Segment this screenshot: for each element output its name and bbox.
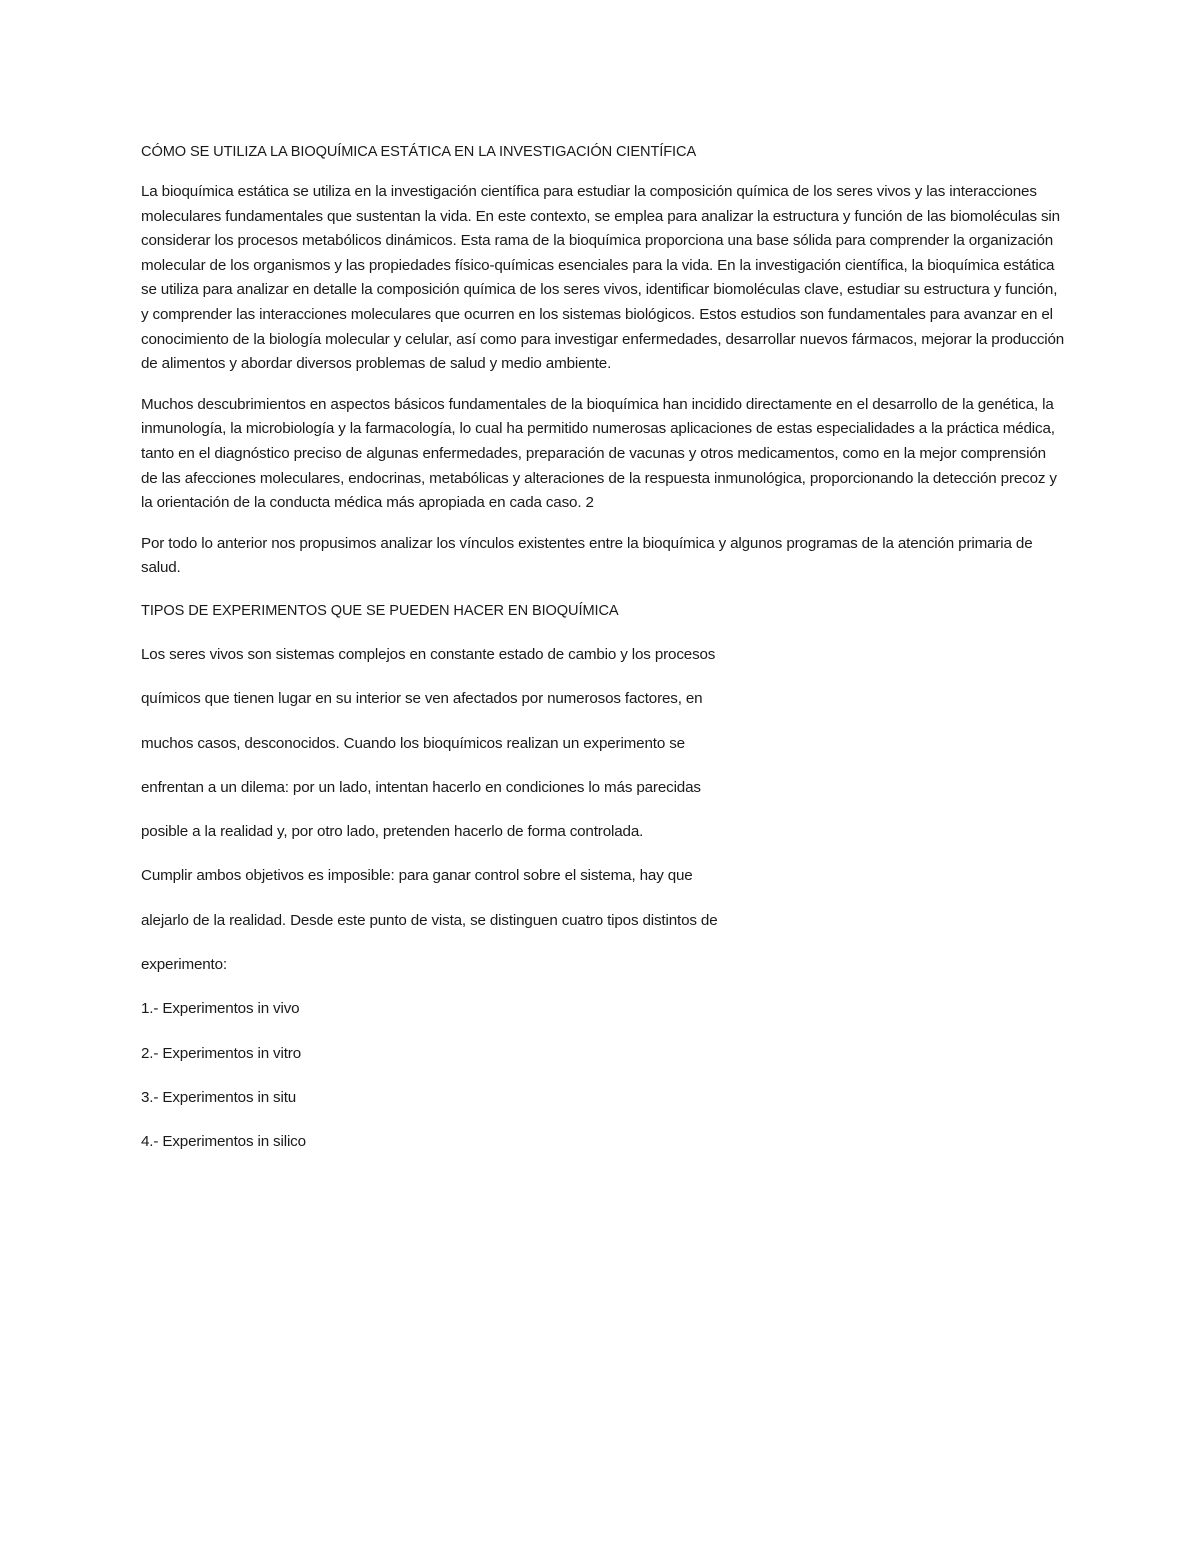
text-line: Cumplir ambos objetivos es imposible: para ganar control sobre el sistema, hay que: [141, 867, 693, 885]
text-line: químicos que tienen lugar en su interior se ven afectados por numerosos factores, en: [141, 690, 703, 708]
document-page: [141, 140, 1066, 1174]
list-item-in-vivo: 1.- Experimentos in vivo: [141, 1000, 300, 1018]
list-item-in-vitro: 2.- Experimentos in vitro: [141, 1044, 301, 1062]
text-line: experimento:: [141, 955, 227, 973]
text-line: alejarlo de la realidad. Desde este punto de vista, se distinguen cuatro tipos distintos de: [141, 911, 718, 929]
section-heading-static-biochemistry: CÓMO SE UTILIZA LA BIOQUÍMICA ESTÁTICA EN LA INVESTIGACIÓN CIENTÍFICA: [141, 144, 697, 160]
paragraph-purpose: Por todo lo anterior nos propusimos analizar los vínculos existentes entre la bioquímica y algunos programas de la atención primaria de salud.: [141, 534, 1033, 577]
list-item-in-silico: 4.- Experimentos in silico: [141, 1133, 306, 1151]
text-line: muchos casos, desconocidos. Cuando los bioquímicos realizan un experimento se: [141, 734, 685, 752]
text-line: posible a la realidad y, por otro lado, pretenden hacerlo de forma controlada.: [141, 823, 644, 841]
text-line: Los seres vivos son sistemas complejos en constante estado de cambio y los procesos: [141, 645, 716, 663]
list-item-in-situ: 3.- Experimentos in situ: [141, 1088, 297, 1106]
section-heading-experiment-types: TIPOS DE EXPERIMENTOS QUE SE PUEDEN HACER EN BIOQUÍMICA: [141, 602, 619, 619]
paragraph-discoveries: Muchos descubrimientos en aspectos básicos fundamentales de la bioquímica han incidido directamente en el desarrollo de la genética, la inmunología, la microbiología y la farmacología, lo cual ha permitido numerosas aplicaciones de estas especialidades a la práctica médica, tanto en el diagnóstico preciso de algunas enfermedades, preparación de vacunas y otros medicamentos, como en la mejor comprensión de las afecciones moleculares, endocrinas, metabólicas y alteraciones de la respuesta inmunológica, proporcionando la detección precoz y la orientación de la conducta médica más apropiada en cada caso. 2: [141, 395, 1057, 512]
text-line: enfrentan a un dilema: por un lado, intentan hacerlo en condiciones lo más parecidas: [141, 778, 701, 796]
paragraph-static-biochemistry: La bioquímica estática se utiliza en la investigación científica para estudiar la composición química de los seres vivos y las interacciones moleculares fundamentales que sustentan la vida. En este contexto, se emplea para analizar la estructura y función de las biomoléculas sin considerar los procesos metabólicos dinámicos. Esta rama de la bioquímica proporciona una base sólida para comprender la organización molecular de los organismos y las propiedades físico-químicas esenciales para la vida. En la investigación científica, la bioquímica estática se utiliza para analizar en detalle la composición química de los seres vivos, identificar biomoléculas clave, estudiar su estructura y función, y comprender las interacciones moleculares que ocurren en los sistemas biológicos. Estos estudios son fundamentales para avanzar en el conocimiento de la biología molecular y celular, así como para investigar enfermedades, desarrollar nuevos fármacos, mejorar la producción de alimentos y abordar diversos problemas de salud y medio ambiente.: [141, 183, 1065, 373]
